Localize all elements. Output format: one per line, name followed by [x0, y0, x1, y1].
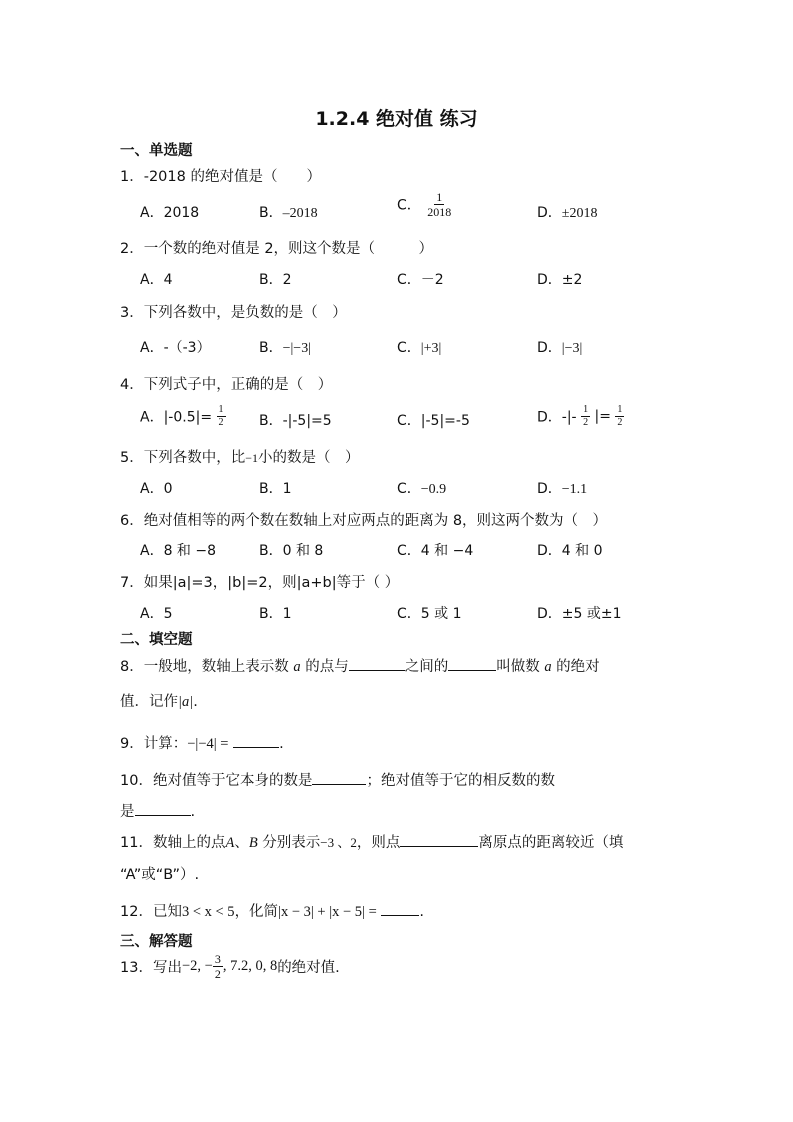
- section-heading-single-choice: 一、单选题: [120, 143, 193, 159]
- answer-blank[interactable]: [448, 656, 496, 671]
- fraction-denominator: 2: [218, 417, 224, 428]
- option-text: |=: [594, 408, 611, 425]
- section-heading-answer: 三、解答题: [120, 934, 193, 950]
- question-text: .: [193, 694, 198, 710]
- q7-option-a: A．5: [140, 606, 173, 622]
- q3-option-c: [397, 337, 441, 357]
- q6-option-a: A．8 和 −8: [140, 543, 217, 559]
- fraction-numerator: 1: [436, 190, 443, 204]
- question-1: 1．-2018 的绝对值是（ ）: [120, 169, 321, 185]
- question-11-line-1: [120, 831, 623, 852]
- q5-option-d: [537, 478, 587, 498]
- q7-option-d: D．±5 或±1: [537, 606, 622, 622]
- question-text: 是: [120, 804, 135, 820]
- question-8-line-1: [120, 655, 600, 676]
- question-text: 、: [234, 835, 249, 851]
- q4-option-a: [140, 405, 226, 428]
- q5-option-a: A．0: [140, 481, 173, 497]
- question-9: [120, 732, 284, 753]
- q2-option-d: D．±2: [537, 272, 583, 288]
- q1-option-b: [259, 202, 318, 222]
- question-text: 9．计算：: [120, 736, 188, 752]
- math-condition: 3 < x < 5: [181, 904, 235, 920]
- question-text: ；绝对值等于它的相反数的数: [366, 773, 555, 789]
- fraction-denominator: 2: [617, 417, 623, 428]
- option-label: B．: [259, 340, 283, 356]
- question-text: .: [279, 736, 284, 752]
- fraction-numerator: 1: [617, 404, 623, 415]
- fraction-denominator: 2018: [427, 205, 452, 219]
- question-text: .: [190, 804, 196, 820]
- question-text: 小的数是（ ）: [258, 450, 360, 466]
- fraction: [217, 405, 226, 428]
- option-value: –2018: [282, 206, 318, 221]
- question-11-line-2: “A”或“B”）.: [120, 867, 200, 883]
- question-text: 之间的: [404, 659, 449, 675]
- question-text: 12．已知: [120, 904, 182, 920]
- math-variable: a: [293, 659, 301, 675]
- point-label: A: [225, 835, 235, 851]
- question-text: ，则点: [356, 835, 401, 851]
- option-label: D．: [537, 481, 562, 497]
- question-10-line-2: [120, 800, 195, 821]
- q1-option-d: [537, 202, 597, 222]
- question-text: 的点与: [305, 659, 349, 675]
- question-text: 13．写出: [120, 960, 182, 976]
- fraction-numerator: 1: [218, 404, 224, 415]
- math-expression: |x − 3| + |x − 5| =: [278, 904, 377, 920]
- question-text: 8．一般地，数轴上表示数: [120, 659, 289, 675]
- question-6: 6．绝对值相等的两个数在数轴上对应两点的距离为 8，则这两个数为（ ）: [120, 513, 608, 529]
- option-label: C．: [397, 481, 421, 497]
- math-value: −1: [245, 451, 259, 465]
- question-text: 11．数轴上的点: [120, 835, 226, 851]
- fraction-numerator: 1: [583, 404, 589, 415]
- point-label: B: [248, 835, 258, 851]
- question-4: 4．下列式子中，正确的是（ ）: [120, 377, 333, 393]
- q4-option-b: B．-|-5|=5: [259, 413, 332, 429]
- option-label: D．: [537, 205, 562, 221]
- question-3: 3．下列各数中，是负数的是（ ）: [120, 305, 347, 321]
- option-label: C．: [397, 340, 421, 356]
- answer-blank[interactable]: [312, 770, 366, 785]
- q7-option-b: B．1: [259, 606, 292, 622]
- fraction: [615, 405, 624, 428]
- option-value: |−3|: [561, 341, 583, 356]
- option-value: −1.1: [561, 482, 588, 497]
- q3-option-d: [537, 337, 582, 357]
- q2-option-a: A．4: [140, 272, 173, 288]
- q6-option-d: D．4 和 0: [537, 543, 603, 559]
- math-expression: |a|: [178, 694, 194, 710]
- option-value: −0.9: [420, 482, 447, 497]
- question-text: 离原点的距离较近（填: [478, 835, 624, 851]
- question-text: 的绝对值.: [277, 960, 340, 976]
- q1-option-a: A．2018: [140, 205, 200, 221]
- q6-option-c: C．4 和 −4: [397, 543, 474, 559]
- question-text: 叫做数: [496, 659, 540, 675]
- fraction-denominator: 2: [214, 967, 221, 981]
- q3-option-b: [259, 337, 311, 357]
- answer-blank[interactable]: [135, 801, 191, 816]
- math-variable: a: [544, 659, 552, 675]
- question-8-line-2: [120, 690, 198, 711]
- option-value: −|−3|: [282, 341, 312, 356]
- section-heading-fill-in: 二、填空题: [120, 632, 193, 648]
- q4-option-d: [537, 405, 624, 428]
- answer-blank[interactable]: [233, 733, 279, 748]
- answer-blank[interactable]: [381, 901, 419, 916]
- q3-option-a: A．-（-3）: [140, 340, 211, 356]
- q7-option-c: C．5 或 1: [397, 606, 462, 622]
- fraction: [425, 191, 453, 218]
- question-13: [120, 953, 340, 980]
- q2-option-c: C．－2: [397, 272, 444, 288]
- fraction-numerator: 3: [214, 952, 221, 966]
- fraction: [213, 953, 223, 980]
- question-text: 5．下列各数中，比: [120, 450, 246, 466]
- question-10-line-1: [120, 769, 555, 790]
- answer-blank[interactable]: [400, 832, 478, 847]
- option-text: A．|-0.5|=: [140, 409, 213, 426]
- q2-option-b: B．2: [259, 272, 292, 288]
- question-text: .: [419, 904, 424, 920]
- answer-blank[interactable]: [349, 656, 405, 671]
- math-values: −3 、2: [320, 835, 357, 850]
- question-2: 2．一个数的绝对值是 2，则这个数是（ ）: [120, 241, 434, 257]
- fraction-denominator: 2: [583, 417, 589, 428]
- option-value: ±2018: [561, 206, 598, 221]
- q6-option-b: B．0 和 8: [259, 543, 324, 559]
- question-text: 10．绝对值等于它本身的数是: [120, 773, 313, 789]
- question-5: [120, 446, 360, 467]
- page-title: 1.2.4 绝对值 练习: [315, 108, 478, 130]
- question-text: 值．记作: [120, 694, 178, 710]
- question-7: 7．如果|a|=3，|b|=2，则|a+b|等于（ ）: [120, 575, 400, 591]
- fraction: [581, 405, 590, 428]
- option-label: C．: [397, 197, 421, 214]
- option-value: |+3|: [420, 341, 442, 356]
- math-values: −2, −: [181, 958, 213, 974]
- option-label: B．: [259, 205, 283, 221]
- question-12: [120, 900, 424, 921]
- q4-option-c: C．|-5|=-5: [397, 413, 470, 429]
- q1-option-c: [397, 191, 453, 218]
- question-text: 分别表示: [262, 835, 321, 851]
- option-label: D．: [537, 340, 562, 356]
- q5-option-b: B．1: [259, 481, 292, 497]
- option-text: D．-|-: [537, 409, 577, 426]
- question-text: 的绝对: [556, 659, 600, 675]
- math-values: , 7.2, 0, 8: [222, 958, 278, 974]
- question-text: ，化简: [234, 904, 279, 920]
- math-expression: −|−4| =: [187, 736, 229, 752]
- q5-option-c: [397, 478, 446, 498]
